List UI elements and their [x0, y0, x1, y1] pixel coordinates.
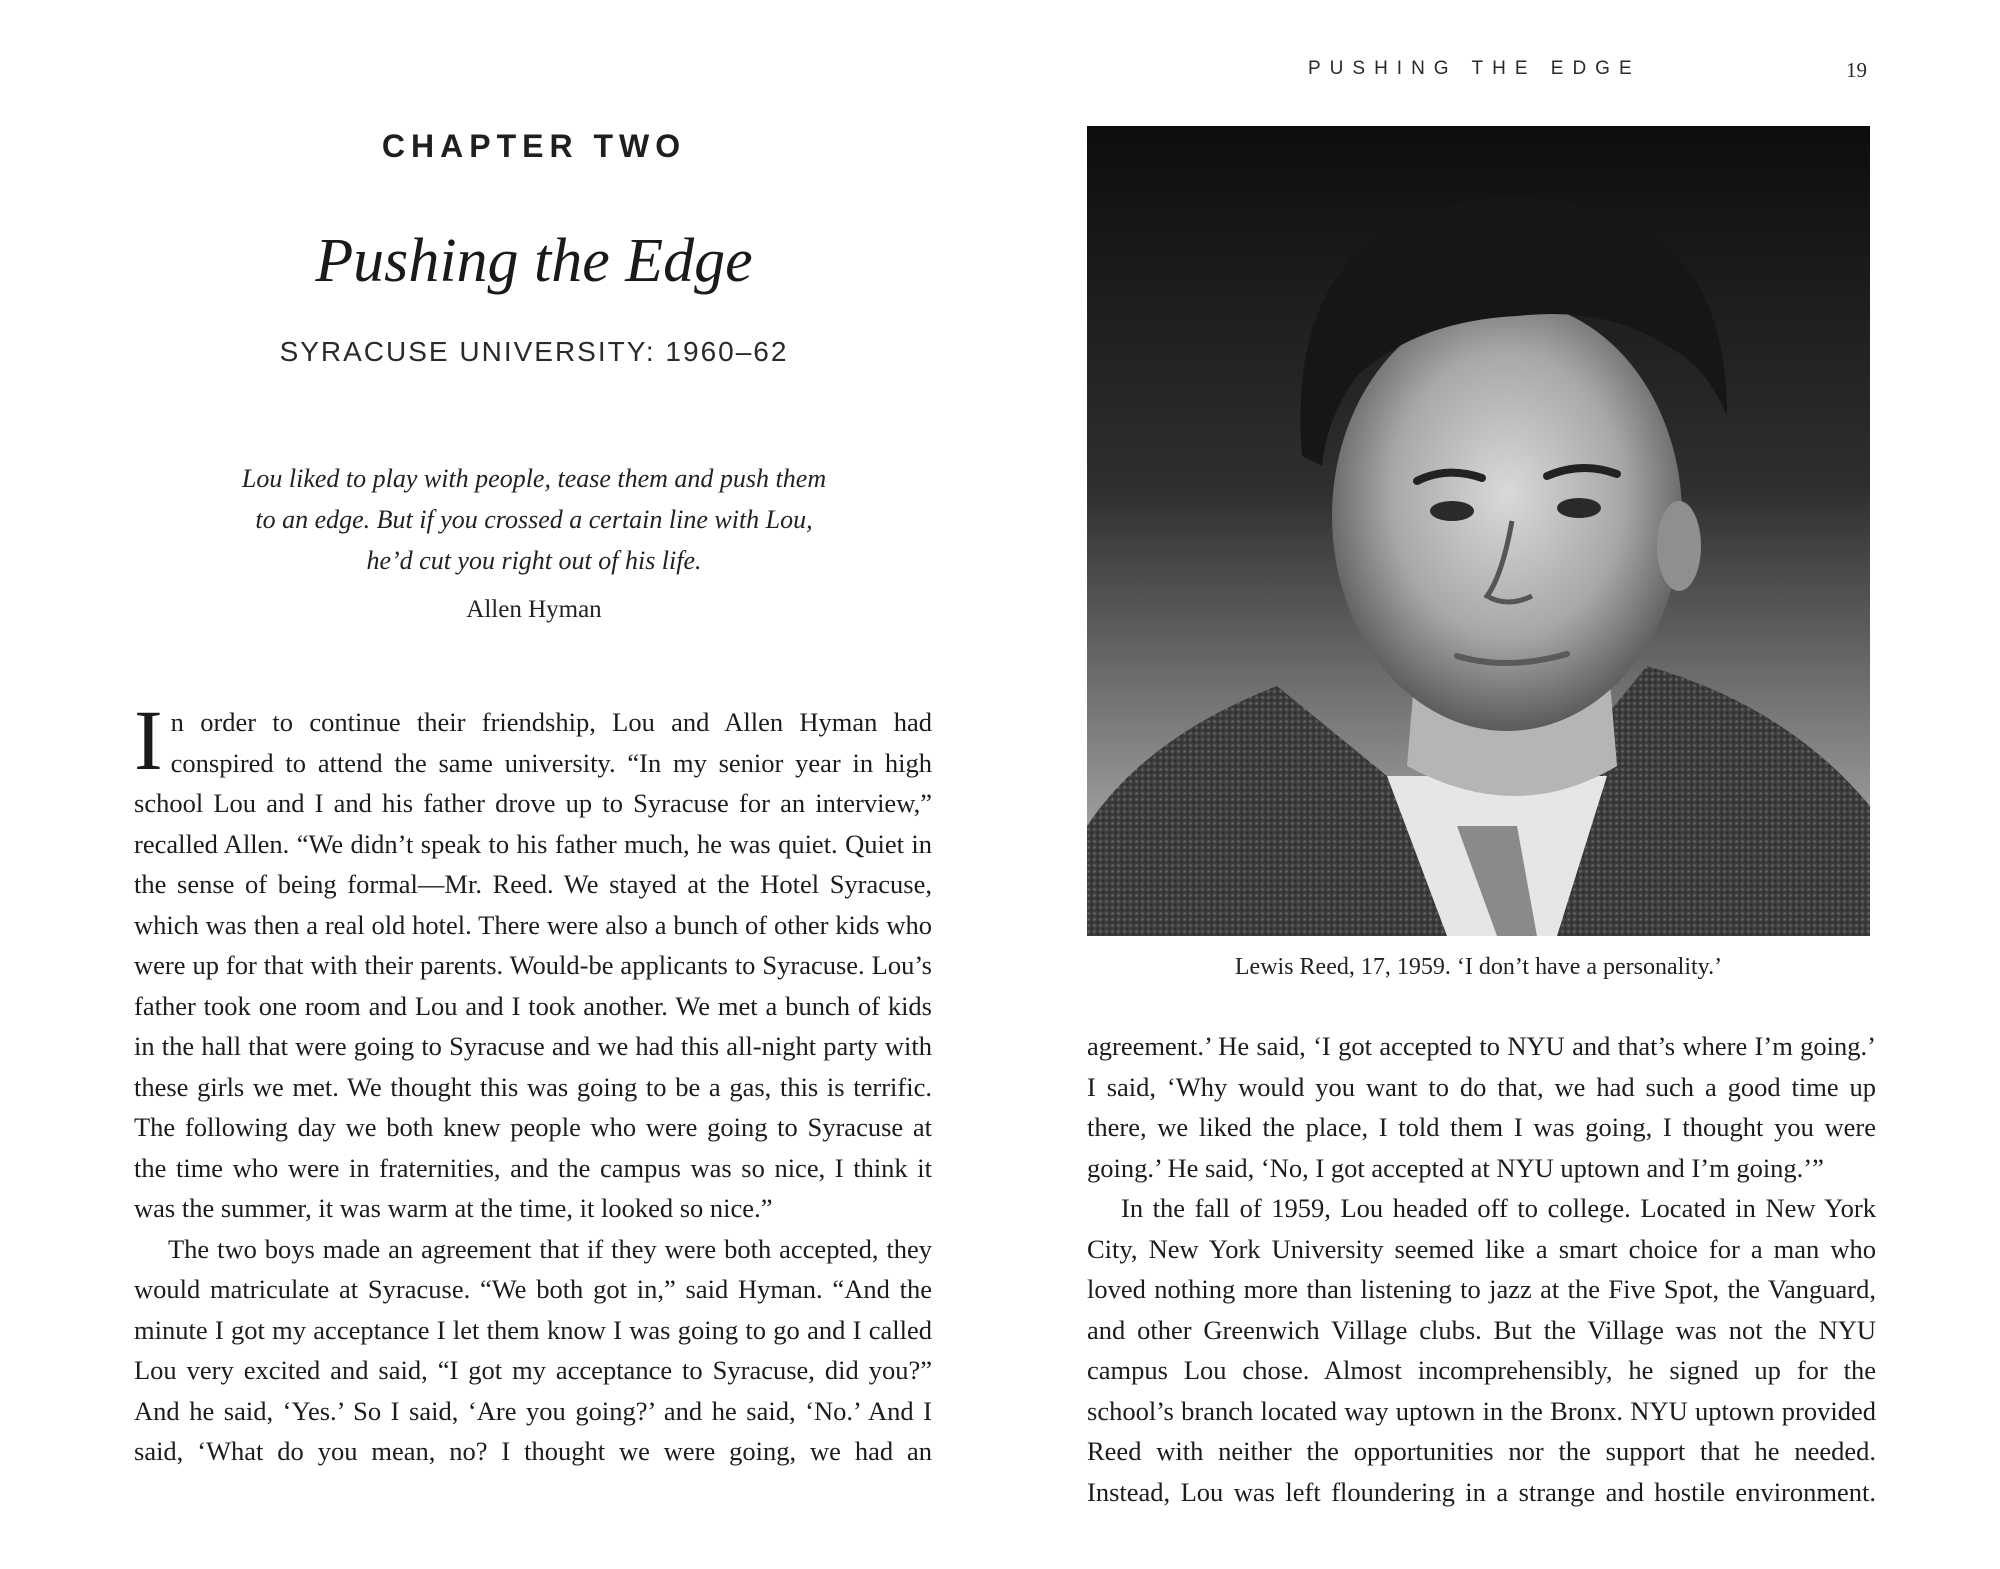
epigraph-line: Lou liked to play with people, tease them and push them	[241, 464, 827, 493]
body-paragraph: agreement.’ He said, ‘I got accepted to NYU and that’s where I’m going.’ I said, ‘Why would you want to do that, we had such a good time up there, we liked the place, I told them I was going, I thought you were going.’ He said, ‘No, I got accepted at NYU uptown and I’m going.’”	[1087, 1031, 1876, 1183]
drop-cap: I	[134, 692, 163, 788]
epigraph-author: Allen Hyman	[466, 596, 602, 623]
page-number: 19	[1846, 58, 1867, 82]
epigraph	[134, 458, 934, 581]
epigraph-line: he’d cut you right out of his life.	[366, 546, 702, 575]
portrait-illustration	[1087, 126, 1870, 936]
paragraph-text: n order to continue their friendship, Lou and Allen Hyman had conspired to attend the same university. “In my senior year in high school Lou and I and his father drove up to Syracuse for an interview,” recalled Allen. “We didn’t speak to his father much, he was quiet. Quiet in the sense of being formal—Mr. Reed. We stayed at the Hotel Syracuse, which was then a real old hotel. There were also a bunch of other kids who were up for that with their parents. Would-be applicants to Syracuse. Lou’s father took one room and Lou and I took another. We met a bunch of kids in the hall that were going to Syracuse and we had this all-night party with these girls we met. We thought this was going to be a gas, this is terrific. The following day we both knew people who were going to Syracuse at the time who were in fraternities, and the campus was so nice, I think it was the summer, it was warm at the time, it looked so nice.”	[134, 707, 932, 1223]
photo-caption: Lewis Reed, 17, 1959. ‘I don’t have a personality.’	[1234, 954, 1723, 980]
chapter-title: Pushing the Edge	[315, 227, 753, 295]
body-paragraph	[134, 692, 932, 1229]
chapter-subtitle: SYRACUSE UNIVERSITY: 1960–62	[279, 336, 789, 367]
chapter-label: CHAPTER TWO	[381, 128, 687, 164]
portrait-photo	[1087, 126, 1870, 936]
body-paragraph: In the fall of 1959, Lou headed off to college. Located in New York City, New York University seemed like a smart choice for a man who loved nothing more than listening to jazz at the Five Spot, the Vanguard, and other Greenwich Village clubs. But the Village was not the NYU campus Lou chose. Almost incomprehensibly, he signed up for the school’s branch located way uptown in the Bronx. NYU uptown provided Reed with neither the opportunities nor the support that he needed. Instead, Lou was left floundering in a strange and hostile environment.	[1087, 1193, 1876, 1507]
ear-shape	[1657, 501, 1701, 591]
running-head: PUSHING THE EDGE	[1308, 58, 1641, 79]
left-body-text	[134, 692, 932, 1472]
right-body-text	[1087, 1026, 1876, 1512]
right-page	[1000, 0, 2000, 1569]
face-shape	[1332, 301, 1682, 731]
epigraph-line: to an edge. But if you crossed a certain line with Lou,	[255, 505, 813, 534]
left-eye	[1430, 501, 1474, 521]
body-paragraph: The two boys made an agreement that if they were both accepted, they would matriculate at Syracuse. “We both got in,” said Hyman. “And the minute I got my acceptance I let them know I was going to go and I called Lou very excited and said, “I got my acceptance to Syracuse, did you?” And he said, ‘Yes.’ So I said, ‘Are you going?’ and he said, ‘No.’ And I said, ‘What do you mean, no? I thought we were going, we had an	[134, 1233, 932, 1466]
right-eye	[1557, 498, 1601, 518]
